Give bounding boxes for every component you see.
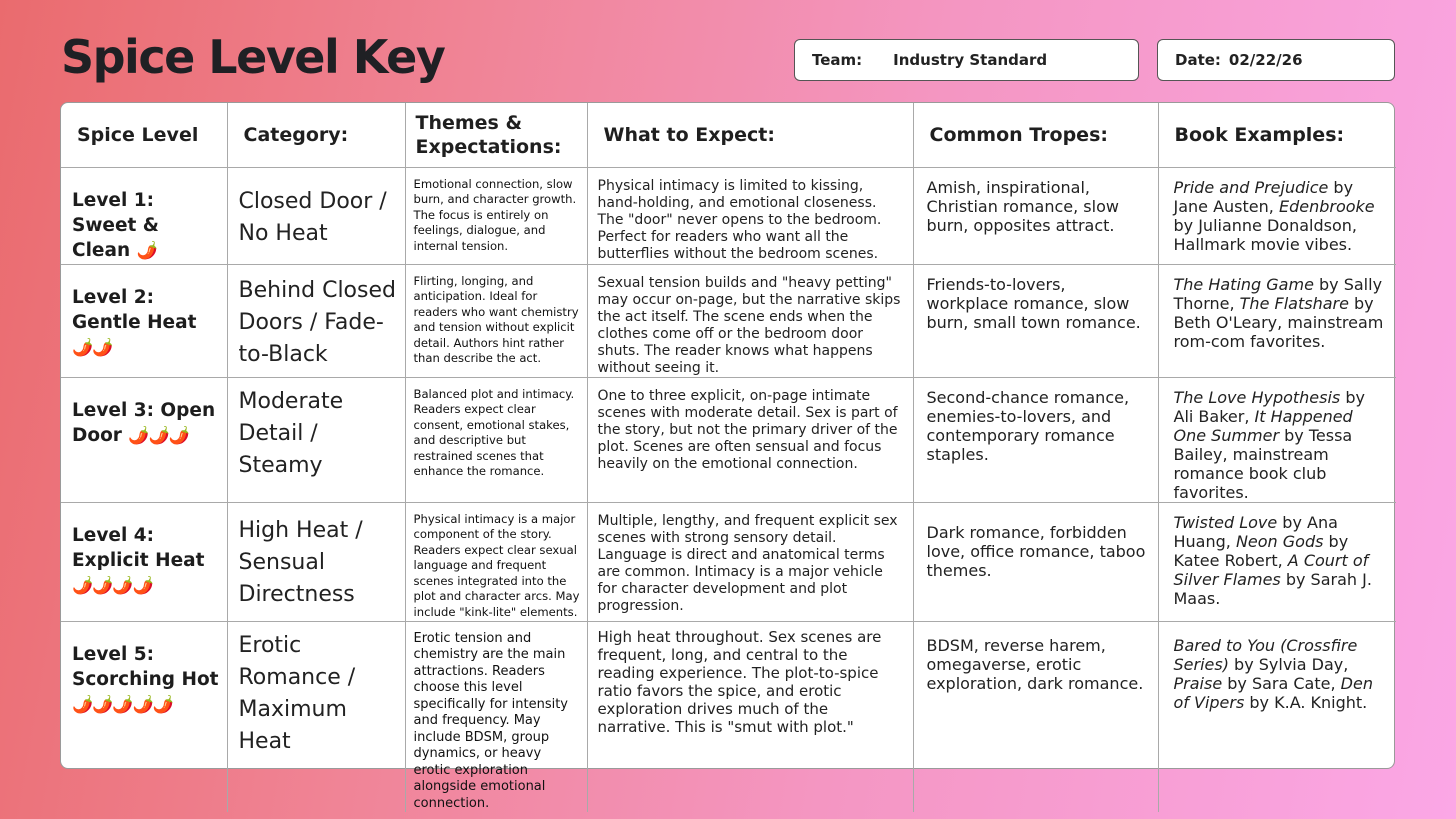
level-cell — [61, 167, 227, 264]
book-title: Praise — [1173, 673, 1223, 693]
expect-cell: One to three explicit, on-page intimate scenes with moderate detail. Sex is part of the story, but not the primary driver of the plot. Scenes are often sensual and focus heavily on the emotional connection. — [587, 377, 913, 502]
category-cell: High Heat / Sensual Directness — [227, 502, 405, 621]
team-value: Industry Standard — [893, 51, 1048, 69]
header-what-to-expect: What to Expect: — [587, 103, 913, 167]
category-cell: Erotic Romance / Maximum Heat — [227, 621, 405, 812]
book-author: by Ana Huang, — [1173, 512, 1338, 551]
level-cell — [61, 621, 227, 812]
tropes-cell: Second-chance romance, enemies-to-lovers, and contemporary romance staples. — [913, 377, 1158, 502]
table-row — [61, 621, 1396, 812]
books-cell — [1158, 264, 1396, 377]
level-name: Level 1: Sweet & Clean — [72, 189, 159, 261]
book-title: Twisted Love — [1173, 512, 1278, 532]
tropes-cell: BDSM, reverse harem, omegaverse, erotic exploration, dark romance. — [913, 621, 1158, 812]
book-title: The Love Hypothesis — [1173, 387, 1341, 407]
expect-cell: Multiple, lengthy, and frequent explicit sex scenes with strong sensory detail. Language is direct and anatomical terms are common. Intimacy is a major vehicle for character development and plot progression. — [587, 502, 913, 621]
book-author: by Sally Thorne, — [1173, 274, 1383, 313]
table-row — [61, 167, 1396, 264]
book-title: The Hating Game — [1173, 274, 1314, 294]
themes-cell: Physical intimacy is a major component of the story. Readers expect clear sexual language and frequent scenes integrated into the plot and character arcs. May include "kink-lite" elements. — [405, 502, 587, 621]
books-cell — [1158, 621, 1396, 812]
tropes-cell: Dark romance, forbidden love, office romance, taboo themes. — [913, 502, 1158, 621]
themes-cell: Flirting, longing, and anticipation. Ideal for readers who want chemistry and tension without explicit detail. Authors hint rather than describe the act. — [405, 264, 587, 377]
expect-cell: Sexual tension builds and "heavy petting" may occur on-page, but the narrative skips the act itself. The scene ends when the clothes come off or the bedroom door shuts. The reader knows what happens without seeing it. — [587, 264, 913, 377]
chili-pepper-icon: 🌶️🌶️🌶️🌶️🌶️ — [72, 694, 173, 715]
date-label: Date: — [1175, 51, 1221, 69]
themes-cell: Erotic tension and chemistry are the main attractions. Readers choose this level specifically for intensity and frequency. May include BDSM, group dynamics, or heavy erotic exploration alongside emotional connection. — [405, 621, 587, 812]
chili-pepper-icon: 🌶️🌶️ — [72, 337, 113, 358]
themes-cell: Balanced plot and intimacy. Readers expect clear consent, emotional stakes, and descriptive but restrained scenes that enhance the romance. — [405, 377, 587, 502]
book-title: Bared to You (Crossfire Series) — [1173, 635, 1358, 674]
level-cell — [61, 377, 227, 502]
category-cell: Behind Closed Doors / Fade-to-Black — [227, 264, 405, 377]
level-name: Level 5: Scorching Hot — [72, 643, 219, 690]
book-author: by Katee Robert, — [1173, 531, 1349, 570]
category-cell: Closed Door / No Heat — [227, 167, 405, 264]
date-field[interactable] — [1157, 39, 1395, 81]
table-row — [61, 264, 1396, 377]
book-title: Den of Vipers — [1173, 673, 1373, 712]
book-title: Neon Gods — [1235, 531, 1324, 551]
book-title: It Happened One Summer — [1173, 406, 1353, 445]
book-author: by Sara Cate, — [1222, 673, 1341, 693]
header-themes: Themes & Expectations: — [405, 103, 587, 167]
chili-pepper-icon: 🌶️🌶️🌶️ — [128, 425, 189, 446]
category-cell: Moderate Detail / Steamy — [227, 377, 405, 502]
expect-cell: High heat throughout. Sex scenes are frequent, long, and central to the reading experience. The plot-to-spice ratio favors the spice, and erotic exploration drives much of the narrative. This is "smut with plot." — [587, 621, 913, 812]
header-common-tropes: Common Tropes: — [913, 103, 1158, 167]
table-header-row — [61, 103, 1396, 167]
books-cell — [1158, 167, 1396, 264]
book-title: Pride and Prejudice — [1173, 177, 1329, 197]
tropes-cell: Amish, inspirational, Christian romance, slow burn, opposites attract. — [913, 167, 1158, 264]
team-field[interactable] — [794, 39, 1139, 81]
books-cell — [1158, 502, 1396, 621]
level-cell — [61, 264, 227, 377]
table-row — [61, 502, 1396, 621]
tropes-cell: Friends-to-lovers, workplace romance, slow burn, small town romance. — [913, 264, 1158, 377]
header-spice-level: Spice Level — [61, 103, 227, 167]
book-title: Edenbrooke — [1278, 196, 1375, 216]
level-name: Level 4: Explicit Heat — [72, 524, 205, 571]
expect-cell: Physical intimacy is limited to kissing, hand-holding, and emotional closeness. The "door" never opens to the bedroom. Perfect for readers who want all the butterflies without the bedroom scenes. — [587, 167, 913, 264]
header-category: Category: — [227, 103, 405, 167]
date-value: 02/22/26 — [1228, 51, 1303, 69]
themes-cell: Emotional connection, slow burn, and character growth. The focus is entirely on feelings, dialogue, and internal tension. — [405, 167, 587, 264]
page-title: Spice Level Key — [61, 30, 445, 84]
header-book-examples: Book Examples: — [1158, 103, 1396, 167]
book-author: by Sarah J. Maas. — [1173, 569, 1372, 608]
chili-pepper-icon: 🌶️🌶️🌶️🌶️ — [72, 575, 153, 596]
book-author: by Jane Austen, — [1173, 177, 1354, 216]
book-author: by K.A. Knight. — [1244, 692, 1368, 712]
spice-level-table — [60, 102, 1395, 811]
chili-pepper-icon: 🌶️ — [136, 240, 157, 261]
book-author: by Tessa Bailey, mainstream romance book club favorites. — [1173, 425, 1353, 502]
level-name: Level 3: Open Door — [72, 399, 216, 446]
table-row — [61, 377, 1396, 502]
team-label: Team: — [812, 51, 863, 69]
book-author: by Julianne Donaldson, Hallmark movie vibes. — [1173, 215, 1357, 254]
books-cell — [1158, 377, 1396, 502]
book-title: The Flatshare — [1239, 293, 1349, 313]
book-title: A Court of Silver Flames — [1173, 550, 1369, 589]
book-author: by Ali Baker, — [1173, 387, 1365, 426]
level-cell — [61, 502, 227, 621]
book-author: by Beth O'Leary, mainstream rom-com favorites. — [1173, 293, 1384, 351]
level-name: Level 2: Gentle Heat — [72, 286, 197, 333]
book-author: by Sylvia Day, — [1228, 654, 1349, 674]
